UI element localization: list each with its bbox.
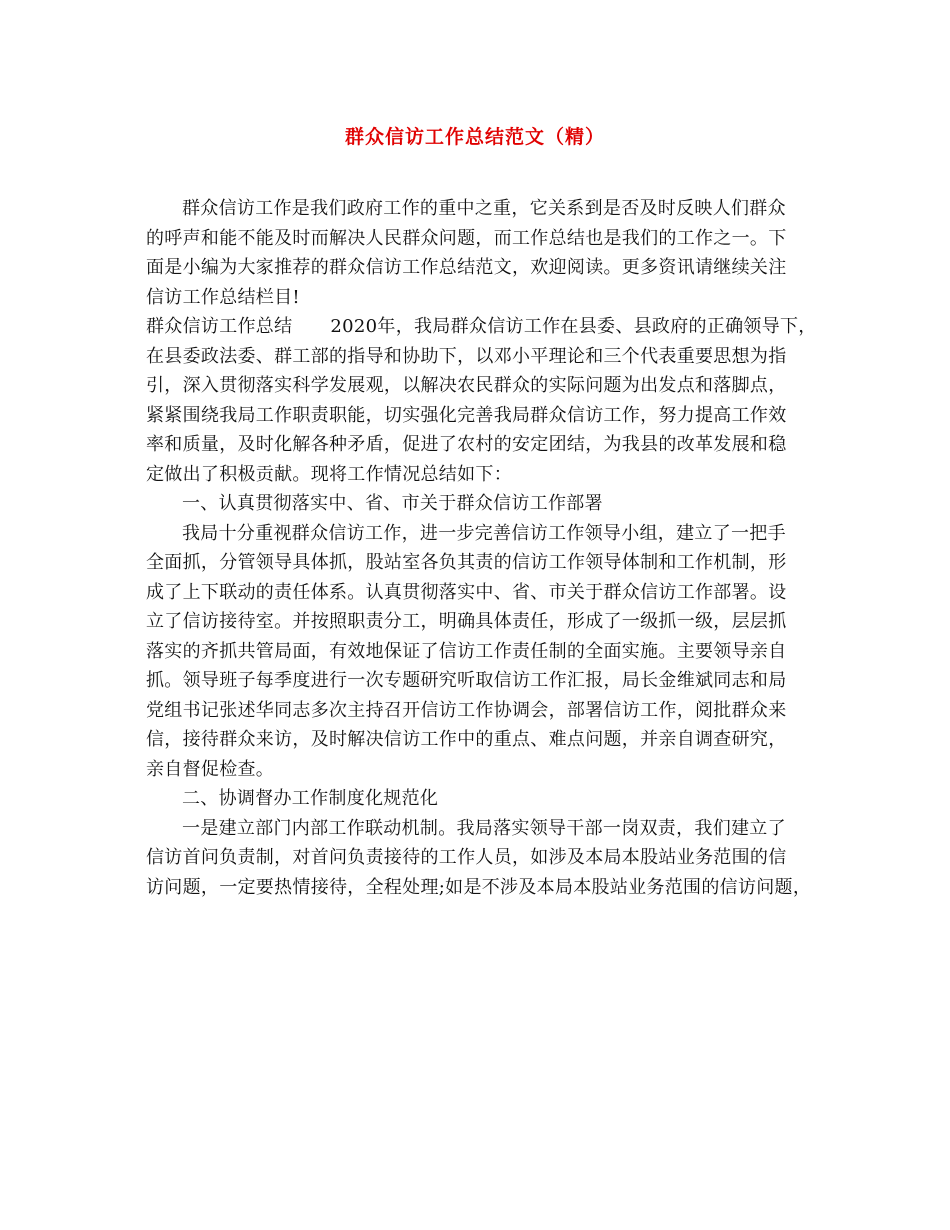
document-title: 群众信访工作总结范文（精） — [344, 126, 605, 148]
summary-line: 率和质量，及时化解各种矛盾，促进了农村的安定团结，为我县的改革发展和稳 — [146, 434, 787, 455]
section2-line: 信访首问负责制，对首问负责接待的工作人员，如涉及本局本股站业务范围的信 — [146, 847, 787, 868]
section1-line: 我局十分重视群众信访工作，进一步完善信访工作领导小组，建立了一把手 — [182, 522, 786, 544]
section1-line: 全面抓，分管领导具体抓，股站室各负其责的信访工作领导体制和工作机制，形 — [146, 552, 787, 573]
intro-line: 的呼声和能不能及时而解决人民群众问题，而工作总结也是我们的工作之一。下 — [146, 227, 787, 249]
section1-line: 落实的齐抓共管局面，有效地保证了信访工作责任制的全面实施。主要领导亲自 — [146, 640, 787, 662]
summary-line: 在县委政法委、群工部的指导和协助下，以邓小平理论和三个代表重要思想为指 — [146, 345, 787, 367]
section1-line: 立了信访接待室。并按照职责分工，明确具体责任，形成了一级抓一级，层层抓 — [146, 611, 787, 632]
intro-line: 群众信访工作是我们政府工作的重中之重，它关系到是否及时反映人们群众 — [182, 198, 786, 219]
section-heading-2: 二、协调督办工作制度化规范化 — [182, 788, 439, 809]
intro-line: 信访工作总结栏目! — [146, 286, 300, 308]
section2-line: 访问题，一定要热情接待，全程处理;如是不涉及本局本股站业务范围的信访问题， — [146, 876, 812, 898]
section1-line: 抓。领导班子每季度进行一次专题研究听取信访工作汇报，局长金维斌同志和局 — [146, 670, 787, 691]
summary-line: 定做出了积极贡献。现将工作情况总结如下： — [146, 463, 512, 485]
summary-first-line — [146, 312, 826, 342]
section1-line: 亲自督促检查。 — [146, 758, 275, 780]
section1-line: 信，接待群众来访，及时解决信访工作中的重点、难点问题，并亲自调查研究， — [146, 729, 787, 750]
section2-line: 一是建立部门内部工作联动机制。我局落实领导干部一岗双责，我们建立了 — [182, 817, 786, 839]
section1-line: 党组书记张述华同志多次主持召开信访工作协调会，部署信访工作，阅批群众来 — [146, 699, 787, 721]
document-body — [146, 194, 826, 902]
summary-line: 紧紧围绕我局工作职责职能，切实强化完善我局群众信访工作，努力提高工作效 — [146, 404, 787, 426]
summary-line: 引，深入贯彻落实科学发展观，以解决农民群众的实际问题为出发点和落脚点， — [146, 375, 787, 396]
summary-first-text: 2020年，我局群众信访工作在县委、县政府的正确领导下， — [330, 316, 817, 337]
section1-line: 成了上下联动的责任体系。认真贯彻落实中、省、市关于群众信访工作部署。设 — [146, 581, 787, 603]
section-heading-1: 一、认真贯彻落实中、省、市关于群众信访工作部署 — [182, 493, 603, 514]
intro-line: 面是小编为大家推荐的群众信访工作总结范文，欢迎阅读。更多资讯请继续关注 — [146, 257, 787, 278]
summary-label: 群众信访工作总结 — [146, 316, 293, 337]
